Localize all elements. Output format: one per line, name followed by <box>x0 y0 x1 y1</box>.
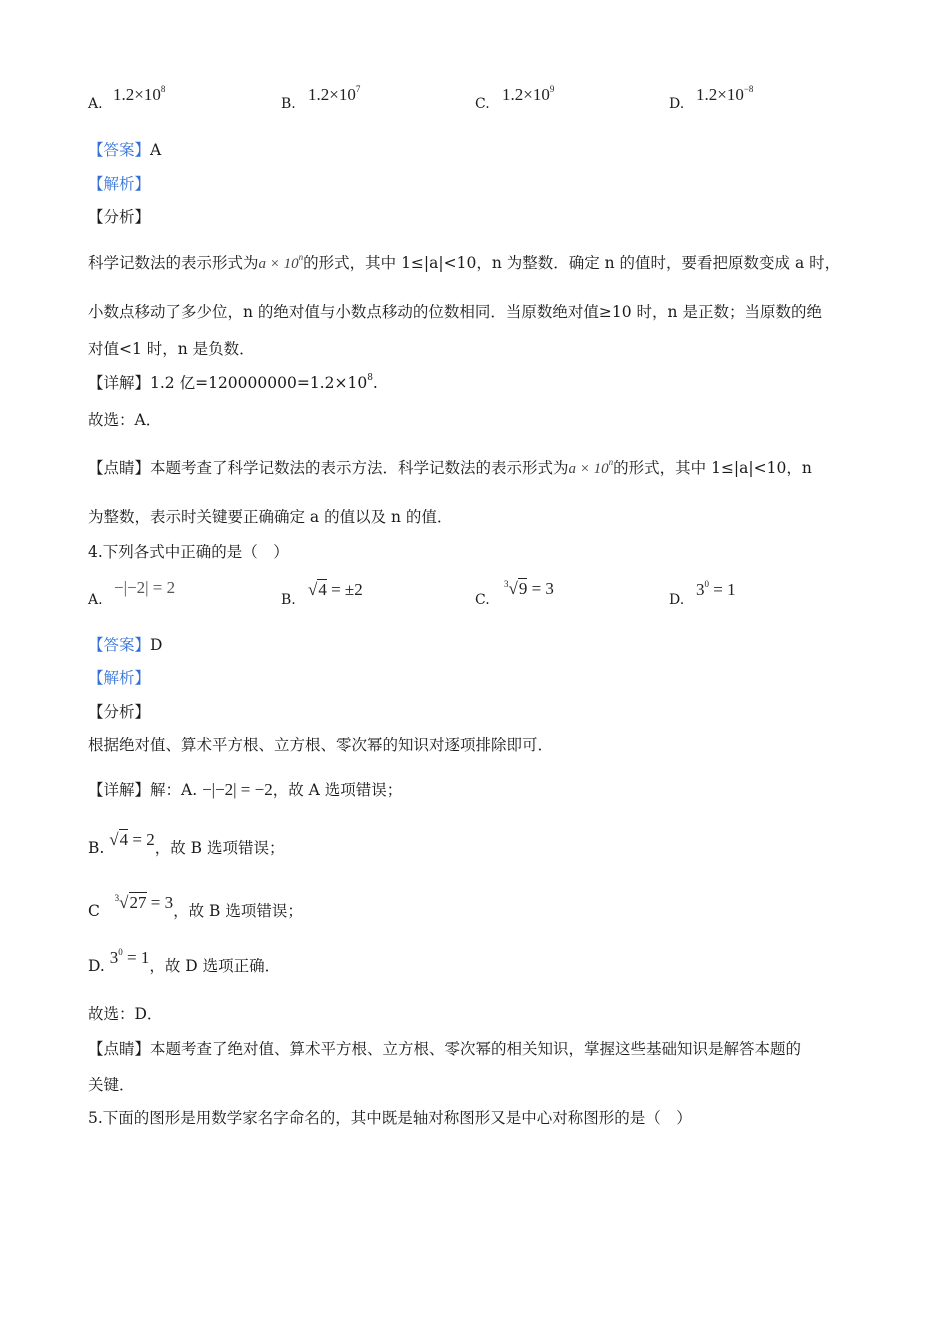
q3-fenxi-line1: 科学记数法的表示形式为$a \times 10^n$的形式，其中 1≤|a|<10，n 为整数．确定 n 的值时，要看把原数变成 a 时， <box>88 252 841 272</box>
option-expression: $1.2\times 10^{-8}$ <box>696 84 754 104</box>
option-expression: $3^0 = 1$ <box>696 579 736 599</box>
q3-detail: 【详解】1.2 亿$=120000000=1.2\times 10^8$. <box>88 373 378 392</box>
q4-dianjing-line1: 【点睛】本题考查了绝对值、算术平方根、立方根、零次幂的相关知识，掌握这些基础知识是解答本题的 <box>88 1040 802 1058</box>
answer-tag: 【答案】 <box>88 636 151 654</box>
option-letter: B. <box>281 592 296 608</box>
q3-dianjing-line2: 为整数，表示时关键要正确确定 a 的值以及 n 的值． <box>88 508 453 526</box>
option-letter: B. <box>281 96 296 112</box>
option-letter: A. <box>88 96 103 112</box>
option-expression: $1.2\times 10^9$ <box>502 84 555 104</box>
q4-analysis-tag: 【解析】 <box>88 669 151 687</box>
q3-choose: 故选：A． <box>88 411 162 429</box>
q4-fenxi-text: 根据绝对值、算术平方根、立方根、零次幂的知识对逐项排除即可． <box>88 736 554 754</box>
option-expression: $1.2\times 10^8$ <box>113 84 166 104</box>
option-expression: $1.2\times 10^7$ <box>308 84 361 104</box>
q4-fenxi-tag: 【分析】 <box>88 703 151 721</box>
option-expression: −|−2| = 2 <box>114 578 176 597</box>
q4-detail-a: 【详解】解：A. −|−2| = −2，故 A 选项错误； <box>88 780 403 799</box>
answer-tag: 【答案】 <box>88 141 151 159</box>
answer-value: D <box>150 636 163 654</box>
q4-choose: 故选：D． <box>88 1005 163 1023</box>
option-letter: A. <box>88 592 103 608</box>
q4-stem: 4.下列各式中正确的是（ ） <box>88 543 289 561</box>
option-letter: C. <box>475 592 490 608</box>
q3-fenxi-tag: 【分析】 <box>88 208 151 226</box>
q3-answer <box>88 140 161 160</box>
option-letter: C. <box>475 96 490 112</box>
answer-value: A <box>150 141 162 159</box>
q3-dianjing-line1: 【点睛】本题考查了科学记数法的表示方法．科学记数法的表示形式为$a \times 10^n$的形式，其中 1≤|a|<10，n <box>88 457 812 477</box>
option-expression: √4 = ±2 <box>308 580 363 599</box>
q4-detail-c: C $^3$√27 = 3，故 B 选项错误； <box>88 893 303 920</box>
q5-stem: 5.下面的图形是用数学家名字命名的，其中既是轴对称图形又是中心对称图形的是（ ） <box>88 1109 692 1127</box>
q3-fenxi-line3: 对值<1 时，n 是负数． <box>88 340 255 358</box>
q4-detail-d: D. $3^0 = 1$，故 D 选项正确． <box>88 947 281 975</box>
q4-detail-b: B. √4 = 2，故 B 选项错误； <box>88 830 285 857</box>
option-expression: $^3$√9 = 3 <box>504 579 554 598</box>
q3-analysis-tag: 【解析】 <box>88 175 151 193</box>
option-letter: D. <box>669 592 685 608</box>
q4-dianjing-line2: 关键． <box>88 1076 135 1094</box>
q4-answer <box>88 635 162 655</box>
q3-fenxi-line2: 小数点移动了多少位，n 的绝对值与小数点移动的位数相同．当原数绝对值≥10 时，n 是正数；当原数的绝 <box>88 303 822 321</box>
option-letter: D. <box>669 96 685 112</box>
